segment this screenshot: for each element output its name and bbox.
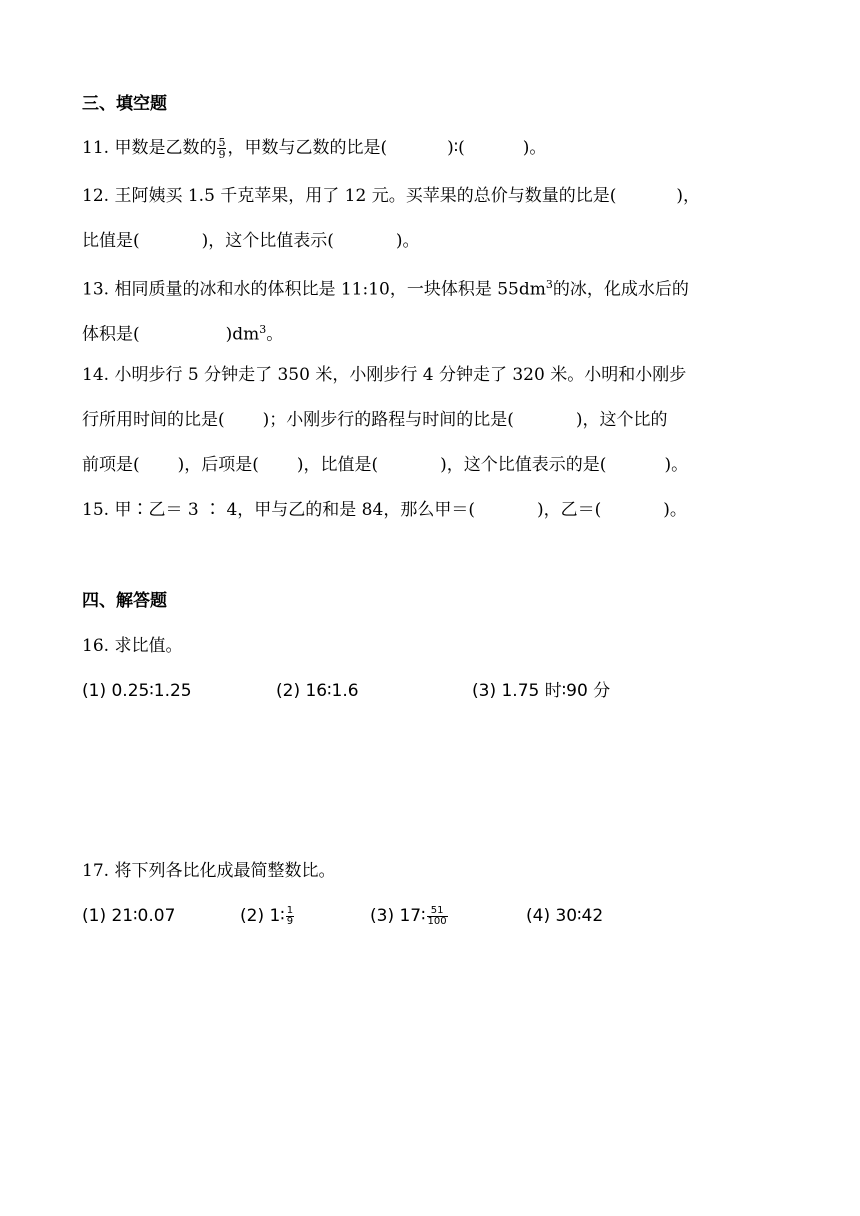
q11-fraction: [217, 137, 226, 160]
section-solve-title: 四、解答题: [82, 591, 167, 611]
q17-item-1: (1) 21∶0.07: [82, 906, 176, 926]
q11-text-c: )∶(: [447, 138, 465, 158]
q17-item-2-numerator: 1: [286, 904, 294, 916]
q17-item-3: [370, 904, 449, 928]
q12-text-a: 12. 王阿姨买 1.5 千克苹果，用了 12 元。买苹果的总价与数量的比是(: [82, 186, 617, 206]
q14-text-c: )，这个比的: [575, 410, 668, 430]
question-14-line-2: [82, 408, 668, 432]
q17-item-2-text: (2) 1∶: [240, 906, 285, 926]
q14-text-e: )，后项是(: [177, 455, 259, 475]
q17-item-4: (4) 30∶42: [526, 906, 604, 926]
q13-text-e: 。: [266, 324, 284, 345]
question-13-line-1: [82, 273, 689, 302]
q15-text-c: )。: [663, 500, 687, 520]
q17-item-3-denominator: 100: [427, 915, 447, 927]
q14-text-a: 行所用时间的比是(: [82, 410, 225, 430]
question-11: [82, 136, 546, 160]
question-15: [82, 498, 687, 522]
q16-item-1: (1) 0.25∶1.25: [82, 681, 192, 701]
q17-item-3-numerator: 51: [430, 904, 444, 916]
q11-text-d: )。: [522, 138, 547, 158]
question-12-line-1: [82, 184, 700, 208]
q15-text-a: 15. 甲∶乙＝ 3 ∶ 4，甲与乙的和是 84，那么甲＝(: [82, 500, 475, 520]
q13-text-b: 的冰，化成水后的: [552, 279, 689, 300]
question-14-line-1: 14. 小明步行 5 分钟走了 350 米，小刚步行 4 分钟走了 320 米。小明和小刚步: [82, 365, 687, 385]
q13-superscript-1: 3: [545, 278, 553, 291]
q11-frac-numerator: 5: [218, 136, 226, 149]
q16-item-3: (3) 1.75 时∶90 分: [472, 681, 611, 701]
q16-item-2: (2) 16∶1.6: [276, 681, 359, 701]
q12-text-c: 比值是(: [82, 231, 140, 251]
q17-item-2: [240, 904, 295, 928]
question-12-line-2: [82, 229, 420, 253]
q14-text-f: )，比值是(: [296, 455, 379, 475]
q12-text-b: )，: [676, 186, 700, 206]
q11-frac-denominator: 9: [218, 148, 226, 161]
question-13-line-2: [82, 318, 283, 347]
q13-text-d: )dm: [225, 324, 260, 345]
question-14-line-3: [82, 453, 688, 477]
q13-text-c: 体积是(: [82, 324, 140, 345]
q11-text-a: 11. 甲数是乙数的: [82, 138, 217, 158]
q13-text-a: 13. 相同质量的冰和水的体积比是 11:10，一块体积是 55dm: [82, 279, 546, 300]
q17-item-2-fraction: [286, 906, 294, 927]
q14-text-d: 前项是(: [82, 455, 140, 475]
question-17-prompt: 17. 将下列各比化成最简整数比。: [82, 861, 336, 881]
q14-text-b: )；小刚步行的路程与时间的比是(: [262, 410, 514, 430]
q14-text-h: )。: [664, 455, 689, 475]
question-16-prompt: 16. 求比值。: [82, 636, 183, 656]
q14-text-g: )，这个比值表示的是(: [440, 455, 607, 475]
q15-text-b: )，乙＝(: [536, 500, 602, 520]
q17-item-2-denominator: 9: [286, 915, 294, 927]
q11-text-b: ，甲数与乙数的比是(: [227, 138, 388, 158]
q17-item-3-text: (3) 17∶: [370, 906, 426, 926]
section-fill-title: 三、填空题: [82, 94, 167, 114]
q13-superscript-2: 3: [259, 323, 267, 336]
q12-text-e: )。: [395, 231, 420, 251]
q17-item-3-fraction: [427, 906, 448, 927]
q12-text-d: )，这个比值表示(: [201, 231, 334, 251]
